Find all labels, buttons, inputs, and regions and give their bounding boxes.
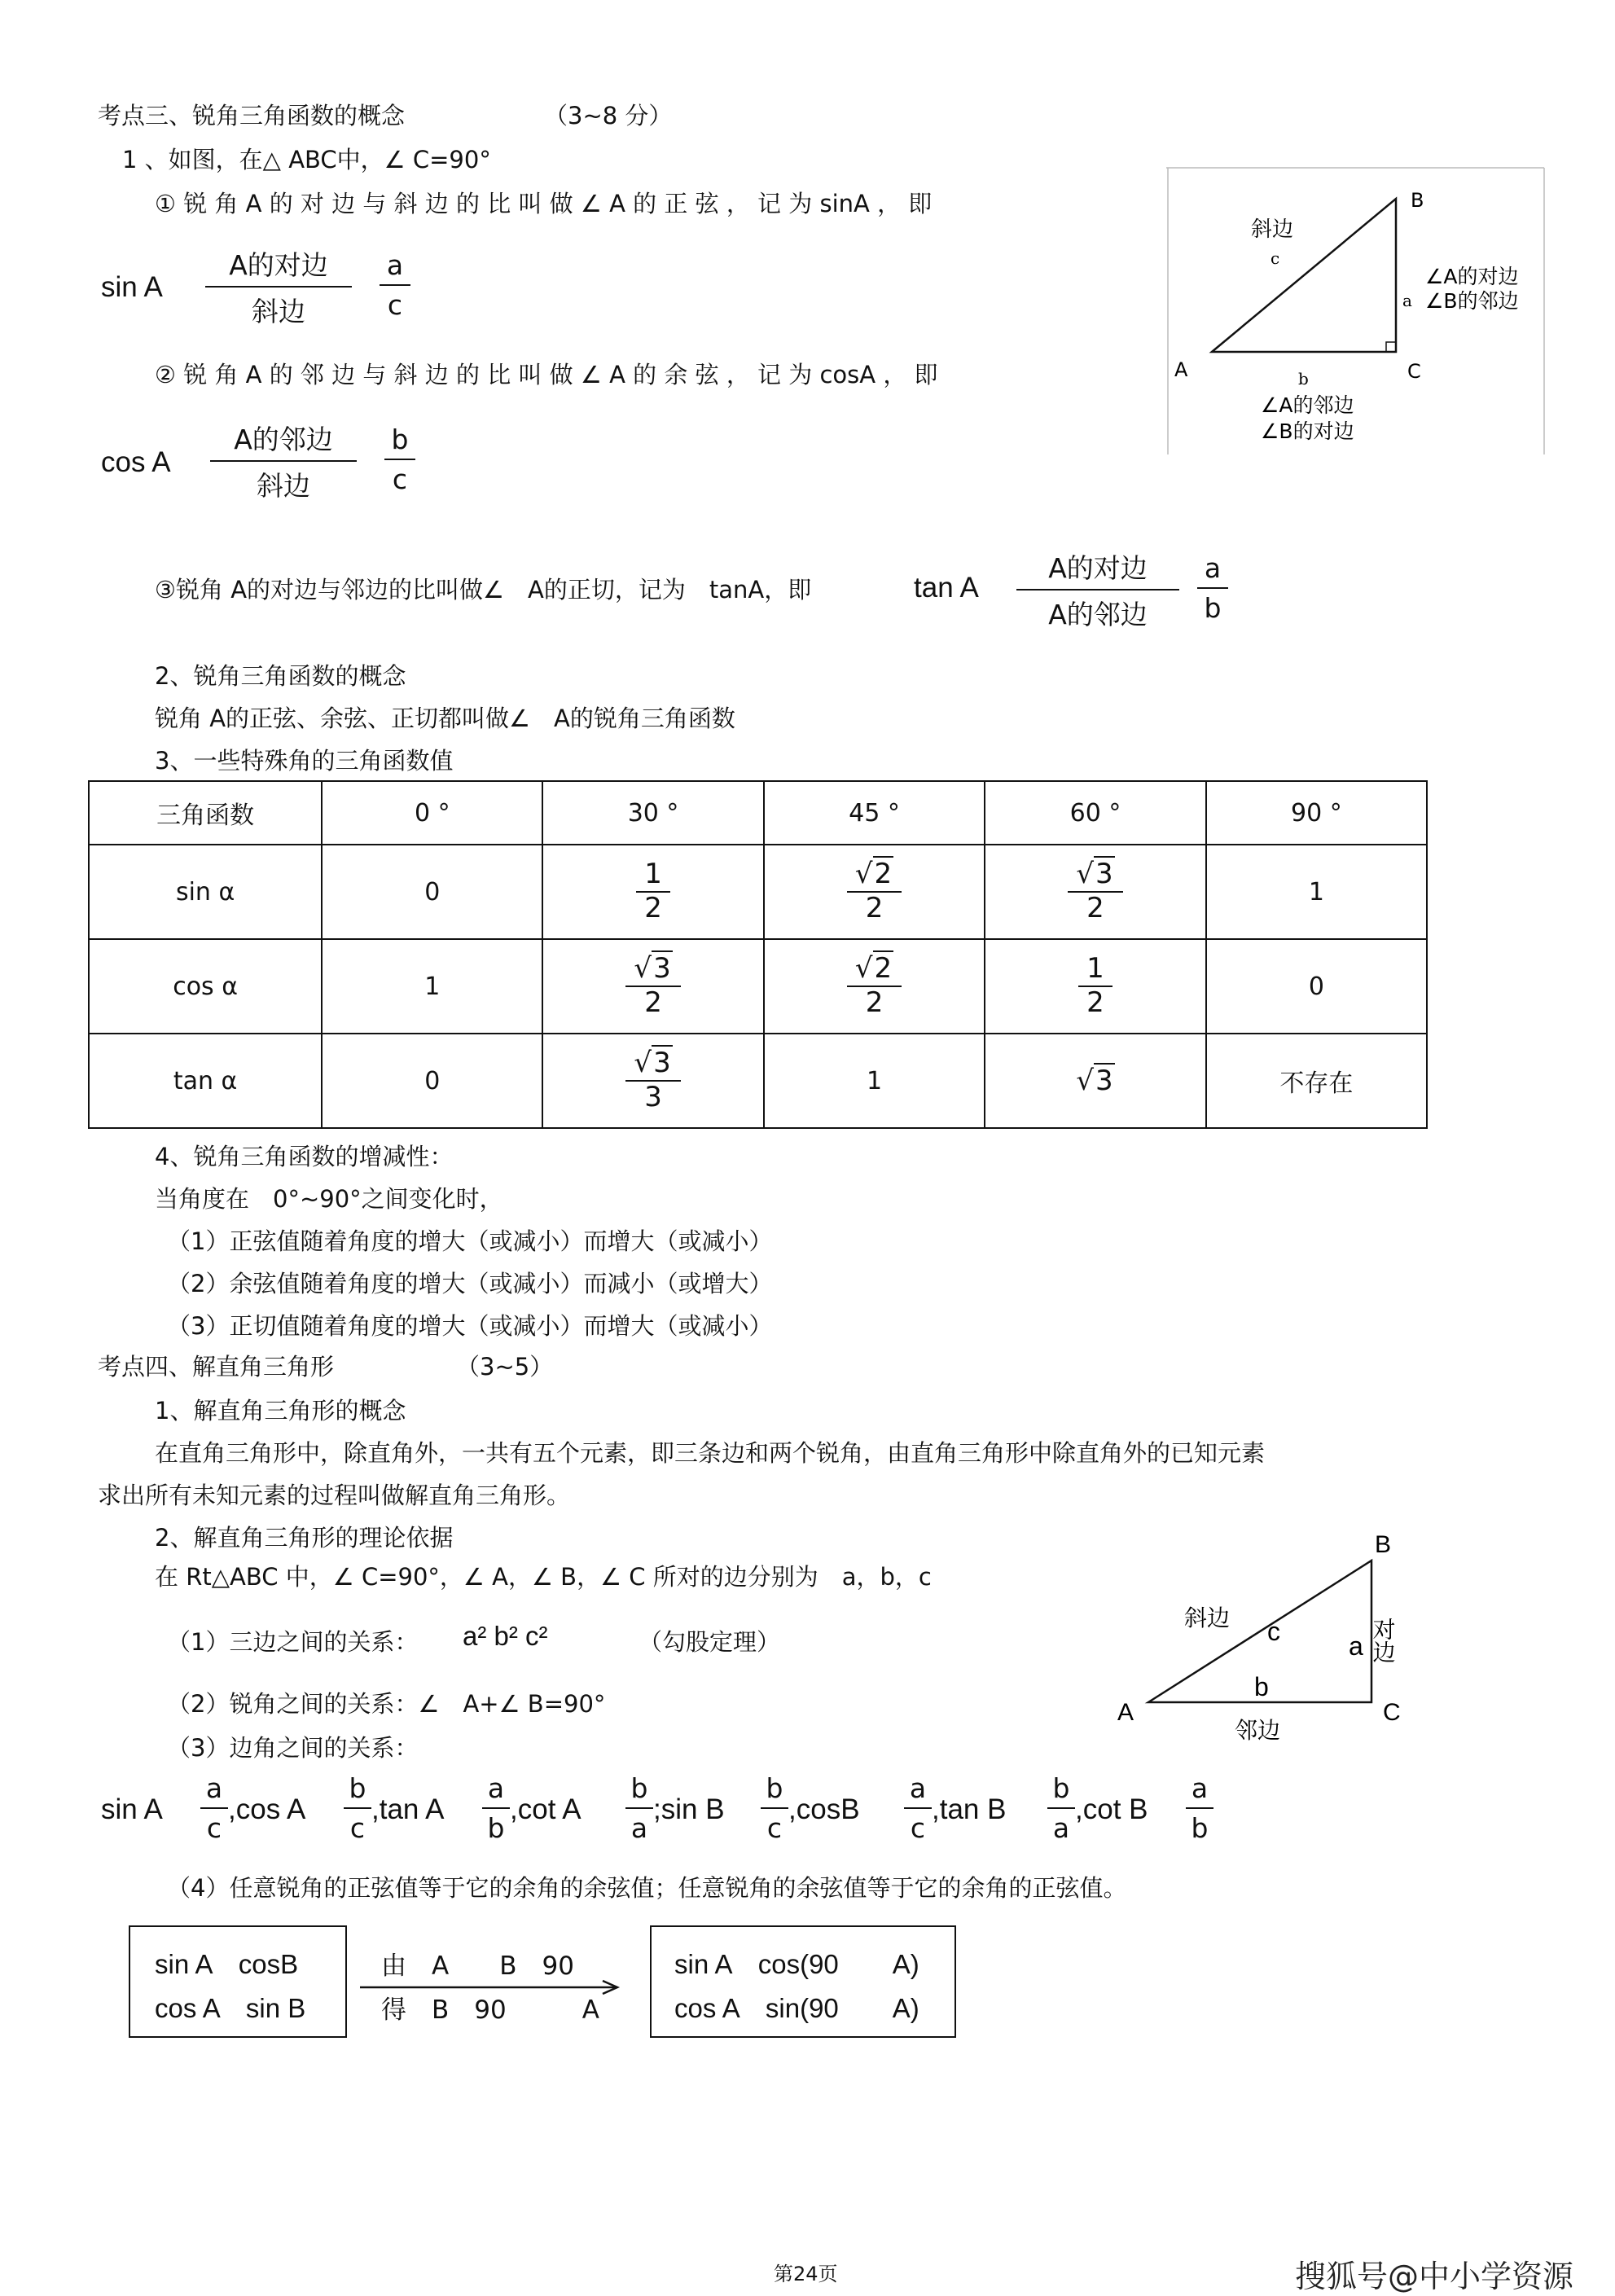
formula-cotA-lhs: ,cot A (510, 1793, 581, 1825)
cos-letter-numerator: b (384, 424, 415, 460)
sine-definition: ① 锐 角 A 的 对 边 与 斜 边 的 比 叫 做 ∠ A 的 正 弦 ， 记 为 sinA ， 即 (155, 190, 933, 217)
formula-tanA-fraction (482, 1772, 510, 1844)
table-cell: 0 (322, 845, 542, 939)
section-3-heading: 考点三、锐角三角函数的概念 (98, 102, 406, 130)
pythagorean-note: （勾股定理） (639, 1628, 781, 1656)
sin-formula-lhs: sin A (101, 271, 163, 303)
special-angle-table (88, 780, 1428, 1129)
radicand: 3 (653, 952, 671, 986)
monotonic-rule-3: （3）正切值随着角度的增大（或减小）而增大（或减小） (167, 1312, 773, 1340)
fraction-denominator: 2 (1086, 892, 1104, 924)
page-number: 第24页 (774, 2263, 838, 2285)
monotonic-rule-1: （1）正弦值随着角度的增大（或减小）而增大（或减小） (167, 1227, 773, 1255)
formula-sinB-fraction (761, 1772, 788, 1844)
table-row-sin (89, 845, 1427, 939)
sin-letter-numerator: a (380, 249, 410, 286)
relation-4: （4）任意锐角的正弦值等于它的余角的余弦值；任意锐角的余弦值等于它的余角的正弦值。 (167, 1874, 1127, 1902)
arrow-condition-bottom: 得 B 90 A (381, 1995, 599, 2025)
table-cell: 1 (322, 939, 542, 1034)
formula-cosA-lhs: ,cos A (228, 1793, 306, 1825)
radicand: 2 (874, 952, 893, 986)
sin-word-fraction (205, 244, 352, 329)
relation-2: （2）锐角之间的关系：∠ A+∠ B=90° (167, 1690, 606, 1718)
fraction-numerator: 1 (1078, 955, 1113, 987)
tan-letter-fraction (1197, 552, 1228, 624)
item-3-heading: 3、一些特殊角的三角函数值 (155, 747, 454, 775)
fraction-denominator: 3 (644, 1081, 662, 1113)
table-header-cell: 60 ° (985, 781, 1205, 845)
fraction-denominator: c (910, 1812, 926, 1844)
fraction-denominator: b (487, 1812, 505, 1844)
s4-item-2-text: 在 Rt△ABC 中，∠ C=90°，∠ A，∠ B，∠ C 所对的边分别为 a，b，c (155, 1563, 932, 1591)
sqrt-symbol: √2 (854, 952, 893, 986)
pythagorean-formula: a² b² c² (463, 1621, 548, 1651)
table-cell (985, 939, 1205, 1034)
fraction-denominator: a (630, 1812, 648, 1844)
formula-tanB-lhs: ,tan B (932, 1793, 1007, 1825)
section-3-score: （3~8 分） (544, 102, 673, 130)
fig2-adjacent-label: 邻边 (1235, 1717, 1281, 1743)
cos-word-fraction (210, 419, 357, 503)
fraction-denominator: 2 (865, 892, 884, 924)
table-cell: 0 (322, 1034, 542, 1128)
identity-left-line-2: cos A sin B (155, 1993, 306, 2023)
fraction-numerator: b (761, 1772, 788, 1809)
sqrt-symbol: √3 (1076, 858, 1113, 891)
sqrt-symbol: √3 (1076, 1065, 1113, 1097)
formula-cosB-fraction (904, 1772, 932, 1844)
formula-sinA-fraction (200, 1772, 228, 1844)
s4-item-1-text-line1: 在直角三角形中，除直角外，一共有五个元素，即三条边和两个锐角，由直角三角形中除直角外的已知元素 (155, 1439, 1266, 1467)
watermark: 搜狐号@中小学资源 (1295, 2259, 1574, 2294)
relation-3-label: （3）边角之间的关系： (167, 1734, 419, 1762)
formula-sinA-lhs: sin A (101, 1793, 163, 1825)
table-cell: 1 (1206, 845, 1427, 939)
s4-item-1-text-line2: 求出所有未知元素的过程叫做解直角三角形。 (98, 1482, 571, 1509)
arrow-condition-top: 由 A B 90 (381, 1951, 574, 1981)
table-row-cos (89, 939, 1427, 1034)
identity-right-line-1: sin A cos(90 A) (674, 1949, 919, 1979)
radicand: 3 (1095, 858, 1113, 891)
formula-cotB-lhs: ,cot B (1075, 1793, 1148, 1825)
fig1-right-label-2: ∠B的邻边 (1425, 289, 1519, 313)
fig1-bottom-label-2: ∠B的对边 (1261, 419, 1354, 443)
fig1-side-a: a (1402, 291, 1412, 310)
tan-letter-denominator: b (1204, 592, 1222, 624)
table-header-cell: 45 ° (764, 781, 985, 845)
fraction-denominator: c (206, 1812, 222, 1844)
fraction-denominator: 2 (865, 986, 884, 1019)
fraction-denominator: 2 (644, 986, 662, 1019)
formula-cosA-fraction (344, 1772, 371, 1844)
fraction-numerator: a (904, 1772, 932, 1809)
table-header-cell: 90 ° (1206, 781, 1427, 845)
identity-right-line-2: cos A sin(90 A) (674, 1993, 919, 2023)
fig1-vertex-A: A (1174, 358, 1188, 381)
fraction-numerator: a (1186, 1772, 1213, 1809)
fig1-vertex-C: C (1407, 360, 1421, 383)
fraction-numerator: b (625, 1772, 653, 1809)
relation-1-label: （1）三边之间的关系： (167, 1628, 419, 1656)
formula-cotB-fraction (1186, 1772, 1213, 1844)
item-2-heading: 2、锐角三角函数的概念 (155, 662, 406, 690)
section-4-heading: 考点四、解直角三角形 (98, 1353, 335, 1381)
table-cell (764, 939, 985, 1034)
table-cell-func: sin α (89, 845, 322, 939)
fraction-numerator: a (482, 1772, 510, 1809)
fraction-denominator: 2 (644, 892, 662, 924)
fraction-numerator: a (200, 1772, 228, 1809)
cos-letter-denominator: c (392, 463, 408, 495)
cos-formula-lhs: cos A (101, 446, 171, 478)
fig2-vertex-C: C (1383, 1699, 1401, 1726)
fig2-vertex-A: A (1117, 1699, 1134, 1726)
table-cell (764, 845, 985, 939)
identity-box-right (650, 1925, 956, 2038)
table-cell: 不存在 (1206, 1034, 1427, 1128)
table-cell: 1 (764, 1034, 985, 1128)
sin-letter-denominator: c (387, 289, 403, 321)
tan-word-fraction (1016, 547, 1179, 632)
fraction-denominator: a (1052, 1812, 1070, 1844)
fraction-denominator: c (349, 1812, 366, 1844)
fig1-side-c: c (1270, 248, 1280, 268)
identity-box-left (129, 1925, 347, 2038)
table-cell-func: tan α (89, 1034, 322, 1128)
table-cell: 0 (1206, 939, 1427, 1034)
fig1-hypotenuse-label: 斜边 (1251, 217, 1294, 242)
tan-letter-numerator: a (1197, 552, 1228, 589)
radicand: 3 (653, 1047, 671, 1080)
radicand: 3 (1095, 1065, 1113, 1097)
table-cell (542, 939, 763, 1034)
table-row-tan (89, 1034, 1427, 1128)
fraction-numerator: b (344, 1772, 371, 1809)
monotonic-rule-2: （2）余弦值随着角度的增大（或减小）而减小（或增大） (167, 1270, 773, 1297)
table-header-cell: 30 ° (542, 781, 763, 845)
fraction-denominator: b (1191, 1812, 1209, 1844)
triangle-figure-1 (1166, 163, 1549, 456)
sin-word-denominator: 斜边 (252, 296, 305, 327)
sin-letter-fraction (380, 249, 410, 321)
fig2-side-c: c (1267, 1617, 1280, 1646)
triangle-figure-2 (1108, 1523, 1417, 1743)
cosine-definition: ② 锐 角 A 的 邻 边 与 斜 边 的 比 叫 做 ∠ A 的 余 弦 ， 记 为 cosA ， 即 (155, 361, 938, 389)
table-cell (542, 1034, 763, 1128)
cos-letter-fraction (384, 424, 415, 495)
fig1-side-b: b (1298, 369, 1309, 389)
tan-word-denominator: A的邻边 (1048, 599, 1148, 630)
formula-tanA-lhs: ,tan A (371, 1793, 445, 1825)
sin-word-numerator: A的对边 (205, 244, 352, 288)
tangent-definition: ③锐角 A的对边与邻边的比叫做∠ A的正切，记为 tanA，即 (155, 576, 812, 604)
formula-cosB-lhs: ,cosB (788, 1793, 860, 1825)
fig2-vertex-B: B (1375, 1531, 1392, 1558)
formula-cotA-fraction (625, 1772, 653, 1844)
s4-item-1-heading: 1、解直角三角形的概念 (155, 1397, 406, 1425)
formula-sinB-lhs: ;sin B (653, 1793, 725, 1825)
fig2-hypotenuse-label: 斜边 (1184, 1605, 1231, 1631)
cos-word-numerator: A的邻边 (210, 419, 357, 462)
sqrt-symbol: √3 (634, 1047, 671, 1080)
table-cell (542, 845, 763, 939)
tan-formula-lhs: tan A (914, 572, 979, 604)
fig1-bottom-label-1: ∠A的邻边 (1261, 393, 1354, 417)
fig1-right-label-1: ∠A的对边 (1425, 265, 1519, 288)
fraction-denominator: c (766, 1812, 783, 1844)
fig2-side-a: a (1349, 1631, 1363, 1661)
fraction-numerator: b (1047, 1772, 1075, 1809)
table-header-cell: 0 ° (322, 781, 542, 845)
item-2-text: 锐角 A的正弦、余弦、正切都叫做∠ A的锐角三角函数 (155, 705, 735, 732)
item-4-intro: 当角度在 0°~90°之间变化时， (155, 1185, 503, 1213)
radicand: 2 (874, 858, 893, 891)
cos-word-denominator: 斜边 (257, 470, 310, 502)
sqrt-symbol: √2 (854, 858, 893, 891)
section-4-score: （3~5） (456, 1353, 554, 1381)
table-cell-func: cos α (89, 939, 322, 1034)
table-cell (985, 1034, 1205, 1128)
table-header-cell: 三角函数 (89, 781, 322, 845)
table-header-row (89, 781, 1427, 845)
formula-tanB-fraction (1047, 1772, 1075, 1844)
sqrt-symbol: √3 (634, 952, 671, 986)
item-1-text: 1 、如图，在△ ABC中，∠ C=90° (122, 146, 491, 173)
fraction-numerator: 1 (636, 860, 670, 893)
tan-word-numerator: A的对边 (1016, 547, 1179, 590)
fig2-side-b: b (1254, 1672, 1269, 1701)
fig2-opposite-label: 对边 (1369, 1618, 1397, 1663)
item-4-heading: 4、锐角三角函数的增减性： (155, 1143, 454, 1170)
identity-left-line-1: sin A cosB (155, 1949, 299, 1979)
s4-item-2-heading: 2、解直角三角形的理论依据 (155, 1524, 454, 1552)
fraction-denominator: 2 (1086, 986, 1104, 1019)
table-cell (985, 845, 1205, 939)
fig1-vertex-B: B (1411, 189, 1424, 212)
